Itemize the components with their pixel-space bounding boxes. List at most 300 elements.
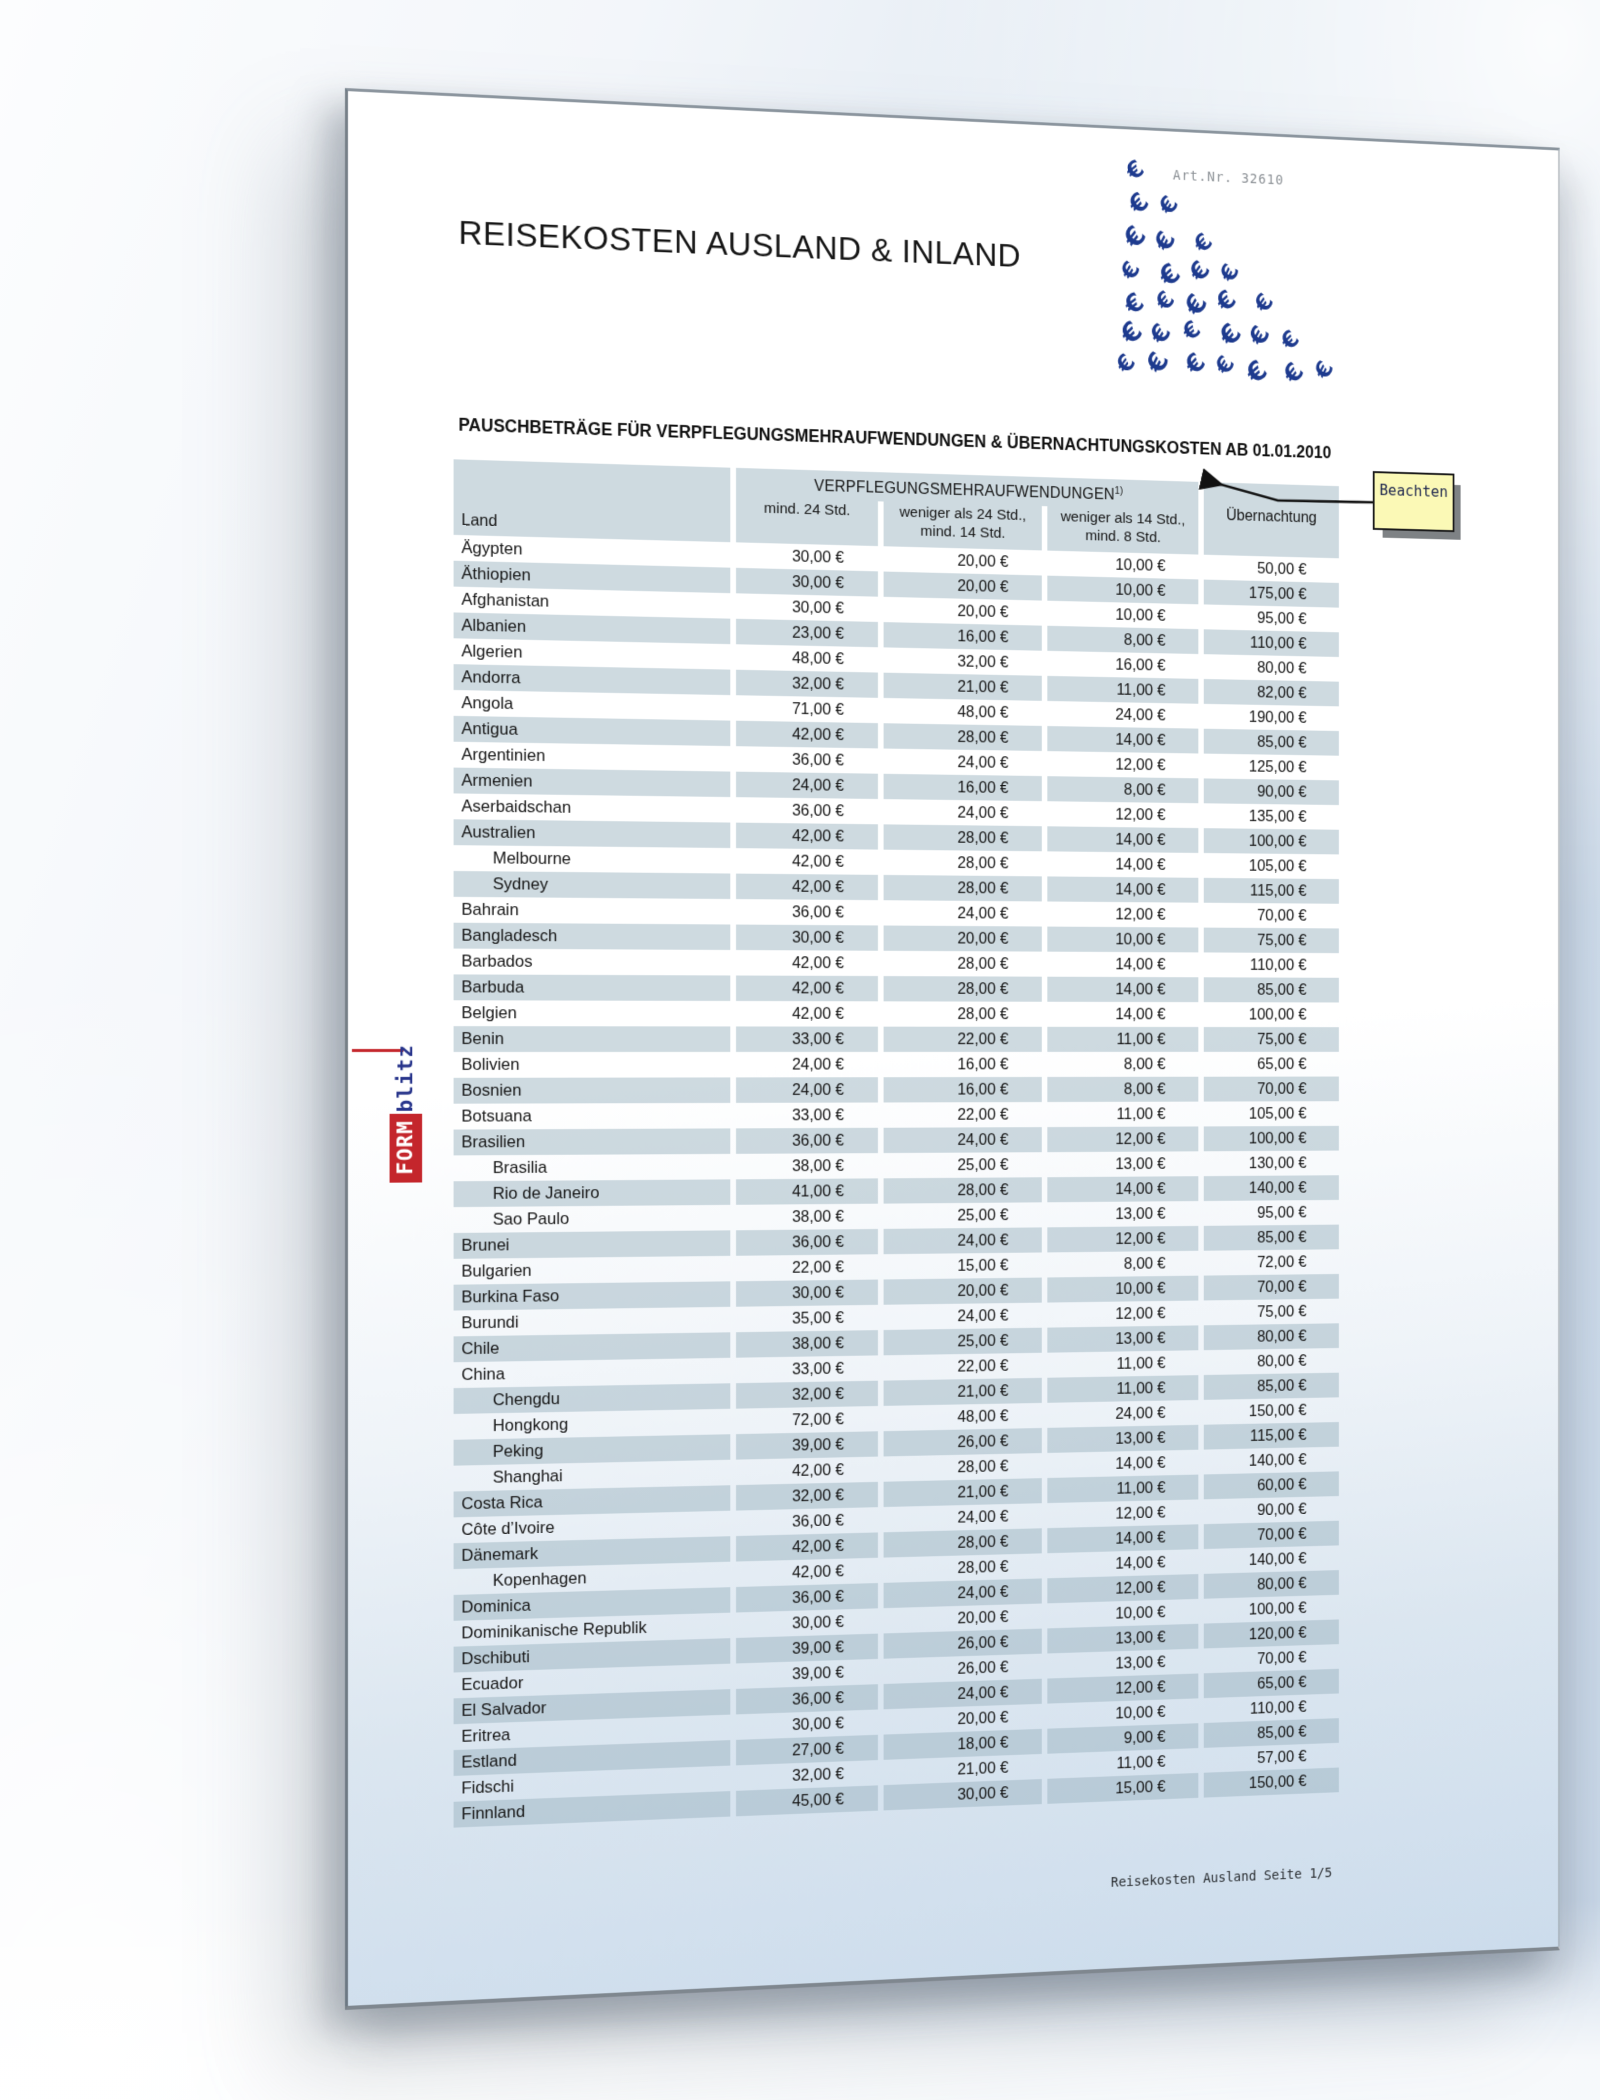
value-cell: 30,00 € [792, 598, 845, 618]
value-cell: 115,00 € [1204, 1422, 1339, 1450]
value-cell: 8,00 € [1047, 626, 1198, 654]
value-cell: 57,00 € [1257, 1747, 1307, 1767]
value-cell: 13,00 € [1047, 1325, 1198, 1352]
value-cell: 8,00 € [1047, 1077, 1198, 1102]
note-arrow [1193, 458, 1384, 542]
value-cell: 100,00 € [1204, 1126, 1339, 1151]
value-cell: 80,00 € [1204, 1323, 1339, 1350]
value-cell: 16,00 € [1115, 656, 1166, 675]
column-header-24h: mind. 24 Std. [736, 497, 878, 546]
euro-icon: € [1249, 288, 1279, 318]
value-cell: 42,00 € [736, 823, 878, 850]
value-cell: 22,00 € [792, 1258, 845, 1277]
value-cell: 11,00 € [1116, 1105, 1166, 1123]
column-group-verpflegung [736, 468, 1198, 555]
land-cell: Melbourne [492, 848, 571, 869]
value-cell: 12,00 € [1115, 905, 1166, 924]
value-cell: 20,00 € [884, 572, 1042, 601]
value-cell: 100,00 € [1248, 1006, 1307, 1024]
table-row [454, 974, 1339, 1002]
value-cell: 10,00 € [1115, 556, 1166, 575]
value-cell: 21,00 € [884, 1478, 1042, 1507]
value-cell: 24,00 € [736, 772, 878, 799]
value-cell: 120,00 € [1204, 1619, 1339, 1648]
value-cell: 41,00 € [736, 1178, 878, 1204]
value-cell: 30,00 € [792, 1613, 845, 1633]
value-cell: 24,00 € [884, 1127, 1042, 1153]
value-cell: 24,00 € [884, 1227, 1042, 1254]
value-cell: 65,00 € [1257, 1055, 1307, 1073]
value-cell: 72,00 € [1257, 1253, 1307, 1272]
value-cell: 28,00 € [884, 1528, 1042, 1557]
value-cell: 13,00 € [1115, 1205, 1166, 1223]
land-cell: Dschibuti [454, 1638, 731, 1672]
value-cell: 150,00 € [1248, 1401, 1307, 1421]
euro-icon: € [1244, 321, 1276, 351]
value-cell: 36,00 € [792, 1511, 845, 1531]
value-cell: 70,00 € [1257, 1648, 1307, 1668]
value-cell: 10,00 € [1047, 1276, 1198, 1303]
land-cell: Argentinien [461, 744, 546, 765]
value-cell: 36,00 € [736, 1229, 878, 1256]
land-cell: Bosnien [454, 1077, 731, 1103]
land-cell: Hongkong [492, 1414, 569, 1436]
value-cell: 14,00 € [1115, 1005, 1166, 1024]
euro-icon: € [1278, 357, 1310, 390]
land-cell: El Salvador [454, 1689, 731, 1724]
euro-icon: € [1213, 317, 1248, 353]
value-cell: 65,00 € [1204, 1669, 1339, 1698]
value-cell: 11,00 € [1116, 1354, 1166, 1373]
value-cell: 190,00 € [1248, 708, 1307, 727]
value-cell: 75,00 € [1204, 928, 1339, 954]
land-cell: Algerien [461, 641, 523, 662]
land-cell: Peking [454, 1434, 731, 1465]
value-cell: 14,00 € [1047, 726, 1198, 753]
value-cell: 100,00 € [1204, 828, 1339, 854]
value-cell: 42,00 € [736, 721, 878, 749]
value-cell: 12,00 € [1047, 1673, 1198, 1703]
land-cell: Eritrea [461, 1725, 511, 1746]
land-cell: Äthiopien [454, 561, 731, 593]
value-cell: 33,00 € [792, 1106, 845, 1125]
land-cell: Chile [454, 1332, 731, 1362]
land-cell: Barbuda [454, 974, 731, 1001]
value-cell: 110,00 € [1249, 956, 1307, 974]
value-cell: 39,00 € [736, 1634, 878, 1664]
euro-icon: € [1115, 256, 1146, 285]
value-cell: 14,00 € [1047, 1176, 1198, 1202]
value-cell: 42,00 € [792, 1461, 845, 1480]
land-cell: Rio de Janeiro [454, 1179, 731, 1207]
value-cell: 20,00 € [884, 925, 1042, 951]
land-cell: Botsuana [461, 1106, 532, 1126]
value-cell: 25,00 € [957, 1206, 1009, 1225]
value-cell: 48,00 € [792, 649, 845, 668]
value-cell: 15,00 € [957, 1256, 1009, 1275]
value-cell: 14,00 € [1115, 855, 1166, 874]
value-cell: 24,00 € [957, 1507, 1009, 1527]
value-cell: 110,00 € [1204, 629, 1339, 657]
value-cell: 38,00 € [736, 1330, 878, 1358]
value-cell: 14,00 € [1115, 955, 1166, 974]
value-cell: 24,00 € [884, 1578, 1042, 1608]
column-header-lt24h: weniger als 24 Std., mind. 14 Std. [884, 502, 1042, 551]
value-cell: 22,00 € [957, 1357, 1009, 1376]
value-cell: 39,00 € [792, 1663, 845, 1684]
value-cell: 80,00 € [1204, 1570, 1339, 1599]
value-cell: 24,00 € [884, 1679, 1042, 1710]
value-cell: 105,00 € [1248, 1105, 1307, 1123]
land-cell: Angola [461, 693, 514, 713]
land-cell: Bangladesch [454, 923, 731, 950]
land-cell: Bahrain [461, 899, 519, 920]
value-cell: 16,00 € [884, 774, 1042, 801]
value-cell: 28,00 € [884, 875, 1042, 902]
euro-icon: € [1119, 287, 1150, 322]
value-cell: 110,00 € [1249, 1698, 1307, 1718]
land-cell: Brasilia [492, 1157, 548, 1178]
value-cell: 38,00 € [792, 1207, 845, 1226]
value-cell: 39,00 € [736, 1431, 878, 1459]
euro-icon: € [1145, 318, 1178, 350]
land-cell: Bolivien [461, 1054, 520, 1074]
value-cell: 85,00 € [1204, 729, 1339, 756]
value-cell: 28,00 € [957, 1558, 1009, 1577]
value-cell: 13,00 € [1047, 1425, 1198, 1453]
value-cell: 24,00 € [957, 753, 1009, 772]
euro-icon: € [1177, 314, 1206, 347]
value-cell: 20,00 € [957, 552, 1009, 571]
value-cell: 8,00 € [1123, 1055, 1166, 1074]
value-cell: 26,00 € [884, 1428, 1042, 1456]
value-cell: 13,00 € [1115, 1155, 1166, 1173]
euro-icon: € [1152, 256, 1187, 293]
value-cell: 30,00 € [884, 1779, 1042, 1810]
value-cell: 28,00 € [957, 955, 1009, 973]
land-cell: Barbados [461, 951, 533, 971]
land-cell: Dominica [454, 1587, 731, 1621]
value-cell: 36,00 € [736, 1684, 878, 1714]
value-cell: 95,00 € [1257, 609, 1307, 628]
value-cell: 23,00 € [736, 619, 878, 647]
column-header-land: Land [454, 459, 731, 542]
value-cell: 11,00 € [1047, 1375, 1198, 1403]
value-cell: 30,00 € [792, 547, 845, 567]
land-cell: Chengdu [454, 1383, 731, 1414]
euro-icon: € [1153, 190, 1184, 220]
value-cell: 10,00 € [1115, 606, 1166, 625]
value-cell: 13,00 € [1115, 1653, 1166, 1673]
value-cell: 14,00 € [1047, 826, 1198, 853]
land-cell: Shanghai [492, 1466, 563, 1487]
group-header-label: VERPFLEGUNGSMEHRAUFWENDUNGEN [814, 478, 1115, 504]
value-cell: 36,00 € [736, 1583, 878, 1612]
value-cell: 25,00 € [957, 1156, 1009, 1174]
value-cell: 28,00 € [884, 824, 1042, 851]
value-cell: 150,00 € [1204, 1768, 1339, 1798]
value-cell: 14,00 € [1047, 876, 1198, 902]
value-cell: 42,00 € [792, 1005, 845, 1023]
value-cell: 20,00 € [957, 602, 1009, 622]
formblitz-logo-blitz: blitz [393, 1044, 418, 1113]
land-cell: Burkina Faso [454, 1281, 731, 1310]
euro-icon: € [1110, 348, 1141, 379]
column-header-uebernachtung: Übernachtung [1204, 482, 1339, 558]
value-cell: 21,00 € [884, 673, 1042, 701]
value-cell: 90,00 € [1257, 1500, 1307, 1519]
value-cell: 16,00 € [884, 1077, 1042, 1103]
euro-icon: € [1184, 255, 1217, 288]
value-cell: 26,00 € [884, 1629, 1042, 1659]
land-cell: Ägypten [461, 538, 523, 559]
value-cell: 10,00 € [1047, 576, 1198, 605]
value-cell: 24,00 € [957, 1306, 1009, 1326]
value-cell: 36,00 € [792, 750, 845, 770]
value-cell: 21,00 € [884, 1378, 1042, 1406]
value-cell: 42,00 € [792, 1562, 845, 1582]
land-cell: Andorra [454, 664, 731, 695]
value-cell: 80,00 € [1257, 1352, 1307, 1371]
table-row [454, 1101, 1339, 1129]
land-cell: Albanien [454, 612, 731, 644]
value-cell: 48,00 € [957, 1407, 1009, 1426]
value-cell: 50,00 € [1257, 559, 1307, 579]
value-cell: 8,00 € [1123, 1254, 1166, 1273]
value-cell: 140,00 € [1248, 1451, 1307, 1470]
value-cell: 20,00 € [884, 1278, 1042, 1305]
value-cell: 24,00 € [957, 803, 1009, 822]
value-cell: 28,00 € [957, 1005, 1009, 1023]
table-row [454, 1026, 1339, 1052]
value-cell: 135,00 € [1248, 807, 1307, 826]
table-row [454, 1000, 1339, 1027]
value-cell: 80,00 € [1257, 659, 1307, 678]
article-number: Art.Nr. 32610 [1172, 167, 1284, 189]
value-cell: 140,00 € [1248, 1550, 1307, 1569]
value-cell: 32,00 € [736, 670, 878, 698]
euro-icon: € [1188, 227, 1218, 259]
value-cell: 71,00 € [792, 700, 845, 719]
value-cell: 90,00 € [1204, 778, 1339, 805]
value-cell: 140,00 € [1204, 1175, 1339, 1201]
value-cell: 72,00 € [792, 1410, 845, 1430]
value-cell: 85,00 € [1204, 1225, 1339, 1251]
value-cell: 27,00 € [736, 1735, 878, 1766]
value-cell: 11,00 € [1116, 1753, 1166, 1773]
value-cell: 28,00 € [884, 1177, 1042, 1203]
land-cell: Dominikanische Republik [461, 1618, 647, 1643]
value-cell: 60,00 € [1204, 1471, 1339, 1499]
value-cell: 26,00 € [957, 1658, 1009, 1678]
land-cell: Fidschi [461, 1776, 515, 1798]
euro-icon: € [1117, 219, 1153, 255]
land-cell: China [461, 1364, 505, 1384]
value-cell: 130,00 € [1248, 1154, 1307, 1173]
value-cell: 28,00 € [957, 854, 1009, 873]
value-cell: 24,00 € [736, 1077, 878, 1103]
value-cell: 32,00 € [792, 1765, 845, 1785]
euro-icon: € [1240, 353, 1273, 390]
land-cell: Aserbaidschan [461, 796, 572, 817]
euro-icon: € [1210, 351, 1240, 380]
table-row [454, 949, 1339, 978]
value-cell: 175,00 € [1204, 580, 1339, 608]
value-cell: 32,00 € [736, 1381, 878, 1409]
euro-icon: € [1275, 324, 1305, 356]
land-cell: Estland [454, 1740, 731, 1776]
value-cell: 75,00 € [1257, 1302, 1307, 1321]
land-cell: Finnland [454, 1791, 731, 1828]
footnote-marker: 1) [1114, 486, 1124, 497]
value-cell: 21,00 € [957, 1759, 1009, 1779]
value-cell: 10,00 € [1115, 1703, 1166, 1723]
value-cell: 70,00 € [1204, 1077, 1339, 1102]
value-cell: 38,00 € [792, 1157, 845, 1176]
page-footer: Reisekosten Ausland Seite 1/5 [1110, 1865, 1333, 1891]
land-cell: Brasilien [454, 1128, 731, 1155]
value-cell: 16,00 € [957, 1055, 1009, 1074]
formblitz-logo-form: FORM [390, 1114, 423, 1183]
value-cell: 42,00 € [736, 1532, 878, 1561]
value-cell: 30,00 € [736, 568, 878, 597]
land-cell: Ecuador [461, 1673, 524, 1695]
euro-icon: € [1309, 356, 1339, 384]
land-cell: Dänemark [454, 1536, 731, 1569]
document-page [345, 88, 1560, 2010]
value-cell: 42,00 € [792, 852, 845, 871]
value-cell: 11,00 € [1047, 676, 1198, 704]
value-cell: 33,00 € [792, 1359, 845, 1379]
euro-icon: € [1121, 154, 1149, 186]
value-cell: 12,00 € [1047, 1574, 1198, 1603]
value-cell: 32,00 € [957, 652, 1009, 672]
value-cell: 14,00 € [1047, 977, 1198, 1002]
value-cell: 14,00 € [1115, 1454, 1166, 1473]
value-cell: 24,00 € [1115, 1404, 1166, 1423]
euro-icon: € [1140, 346, 1176, 379]
value-cell: 12,00 € [1047, 1226, 1198, 1252]
land-cell: Côte d’Ivoire [461, 1517, 555, 1540]
land-cell: Belgien [461, 1003, 517, 1023]
value-cell: 85,00 € [1204, 977, 1339, 1002]
euro-icon: € [1178, 288, 1214, 321]
euro-icon: € [1150, 285, 1180, 316]
value-cell: 36,00 € [792, 903, 845, 922]
euro-icon: € [1180, 347, 1212, 381]
value-cell: 12,00 € [1115, 1504, 1166, 1523]
value-cell: 32,00 € [736, 1482, 878, 1511]
beachten-note-label: Beachten [1379, 480, 1448, 501]
land-cell: Burundi [461, 1312, 519, 1333]
land-cell: Sydney [454, 871, 731, 899]
value-cell: 20,00 € [957, 1708, 1009, 1729]
land-cell: Costa Rica [454, 1485, 731, 1517]
value-cell: 14,00 € [1115, 1553, 1166, 1573]
value-cell: 125,00 € [1248, 758, 1307, 777]
value-cell: 48,00 € [957, 703, 1009, 722]
value-cell: 35,00 € [792, 1309, 845, 1328]
euro-icon: € [1114, 314, 1149, 351]
land-cell: Sao Paulo [492, 1209, 570, 1229]
euro-icon: € [1211, 284, 1242, 318]
land-cell: Brunei [454, 1230, 731, 1258]
value-cell: 28,00 € [884, 976, 1042, 1002]
value-cell: 82,00 € [1204, 679, 1339, 706]
page-title: REISEKOSTEN AUSLAND & INLAND [458, 213, 1021, 275]
value-cell: 10,00 € [1115, 1603, 1166, 1623]
land-cell: Benin [454, 1026, 731, 1052]
table-row [454, 1077, 1339, 1104]
value-cell: 16,00 € [884, 622, 1042, 651]
value-cell: 85,00 € [1204, 1718, 1339, 1748]
value-cell: 22,00 € [957, 1105, 1009, 1124]
value-cell: 100,00 € [1248, 1599, 1307, 1619]
table-body [454, 535, 1339, 1828]
land-cell: Kopenhagen [492, 1568, 587, 1590]
value-cell: 45,00 € [736, 1785, 878, 1816]
euro-icon: € [1149, 226, 1182, 256]
value-cell: 105,00 € [1248, 857, 1307, 876]
value-cell: 8,00 € [1047, 776, 1198, 803]
value-cell: 14,00 € [1047, 1524, 1198, 1553]
value-cell: 24,00 € [957, 904, 1009, 923]
value-cell: 95,00 € [1257, 1203, 1307, 1222]
value-cell: 24,00 € [792, 1055, 845, 1074]
per-diem-table [454, 459, 1339, 1827]
value-cell: 10,00 € [1047, 927, 1198, 953]
formblitz-logo [394, 1044, 418, 1182]
land-cell: Australien [454, 819, 731, 848]
value-cell: 15,00 € [1047, 1773, 1198, 1804]
value-cell: 18,00 € [884, 1729, 1042, 1760]
column-header-lt14h: weniger als 14 Std., mind. 8 Std. [1047, 506, 1198, 554]
land-cell: Bulgarien [461, 1260, 532, 1281]
beachten-note [1373, 471, 1455, 532]
value-cell: 12,00 € [1115, 1304, 1166, 1323]
value-cell: 42,00 € [736, 874, 878, 901]
value-cell: 24,00 € [1115, 706, 1166, 725]
page-subtitle: PAUSCHBETRÄGE FÜR VERPFLEGUNGSMEHRAUFWENDUNGEN & ÜBERNACHTUNGSKOSTEN AB 01.01.2010 [458, 414, 1332, 463]
value-cell: 115,00 € [1204, 878, 1339, 904]
table-row [454, 1052, 1339, 1078]
value-cell: 11,00 € [1047, 1027, 1198, 1052]
value-cell: 85,00 € [1204, 1373, 1339, 1400]
value-cell: 33,00 € [736, 1026, 878, 1051]
value-cell: 12,00 € [1115, 756, 1166, 775]
value-cell: 30,00 € [736, 925, 878, 951]
value-cell: 12,00 € [1115, 805, 1166, 824]
value-cell: 42,00 € [736, 976, 878, 1002]
euro-icon: € [1214, 259, 1245, 287]
value-cell: 20,00 € [957, 1608, 1009, 1628]
value-cell: 36,00 € [736, 1128, 878, 1154]
value-cell: 28,00 € [957, 1457, 1009, 1477]
land-cell: Afghanistan [461, 589, 550, 611]
value-cell: 13,00 € [1047, 1624, 1198, 1654]
land-cell: Armenien [454, 768, 731, 797]
value-cell: 28,00 € [884, 723, 1042, 751]
value-cell: 70,00 € [1257, 906, 1307, 925]
value-cell: 22,00 € [884, 1027, 1042, 1052]
value-cell: 9,00 € [1047, 1723, 1198, 1754]
euro-icon: € [1123, 187, 1155, 221]
value-cell: 42,00 € [792, 954, 845, 973]
value-cell: 75,00 € [1204, 1027, 1339, 1052]
value-cell: 25,00 € [884, 1328, 1042, 1356]
value-cell: 30,00 € [736, 1280, 878, 1307]
value-cell: 12,00 € [1047, 1126, 1198, 1152]
